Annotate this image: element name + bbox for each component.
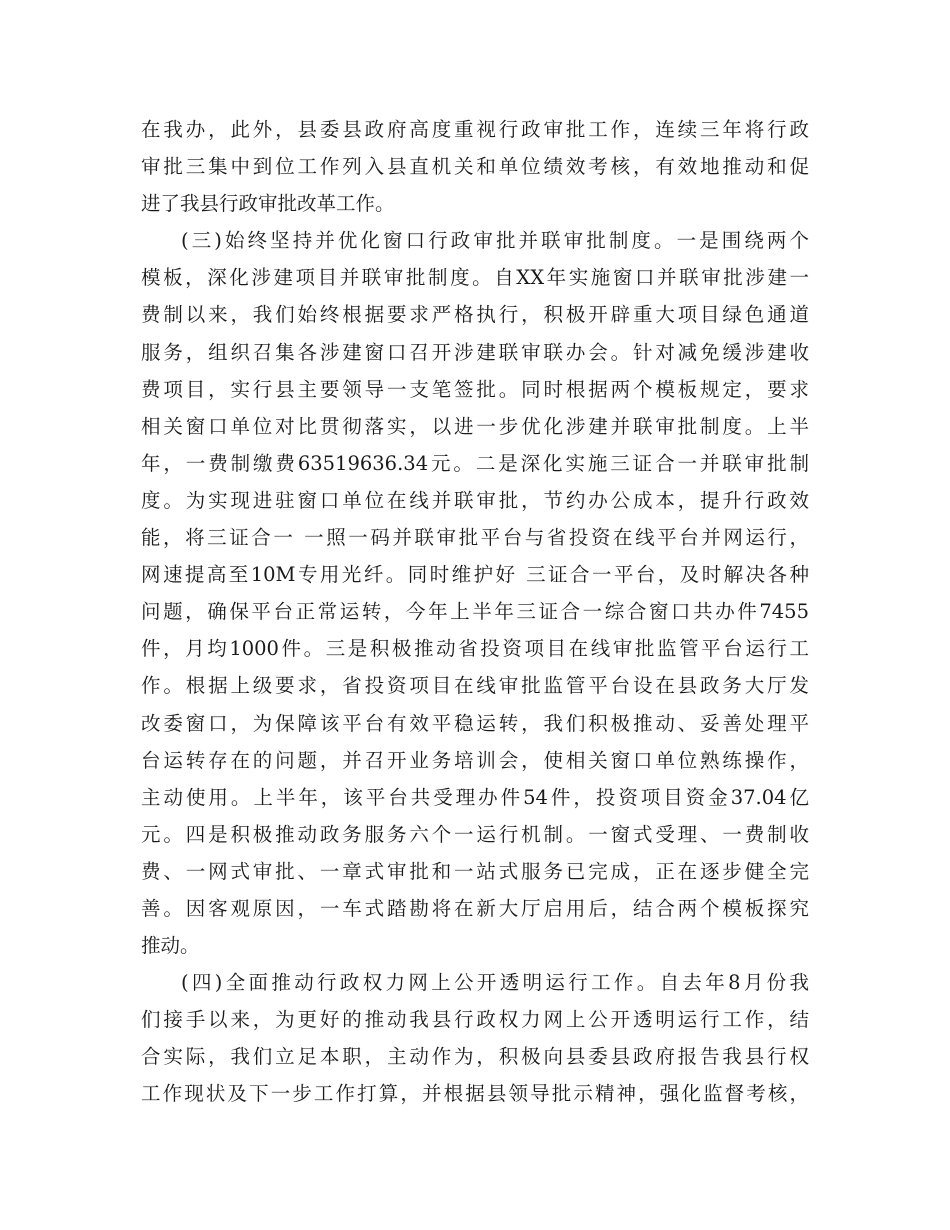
text-line: 费、一网式审批、一章式审批和一站式服务已完成，正在逐步健全完 xyxy=(141,859,809,883)
text-line: 相关窗口单位对比贯彻落实，以进一步优化涉建并联审批制度。上半 xyxy=(141,414,809,438)
text-line: 问题，确保平台正常运转，今年上半年三证合一综合窗口共办件7455 xyxy=(141,600,809,624)
text-line: 台运转存在的问题，并召开业务培训会，使相关窗口单位熟练操作， xyxy=(141,748,809,772)
text-line: 改委窗口，为保障该平台有效平稳运转，我们积极推动、妥善处理平 xyxy=(141,711,809,735)
text-line: 能，将三证合一 一照一码并联审批平台与省投资在线平台并网运行， xyxy=(141,526,809,550)
paragraph-1 xyxy=(141,111,809,222)
text-line: 件，月均1000件。三是积极推动省投资项目在线审批监管平台运行工 xyxy=(141,637,809,661)
text-line: 们接手以来，为更好的推动我县行政权力网上公开透明运行工作，结 xyxy=(141,1008,809,1032)
text-line: 进了我县行政审批改革工作。 xyxy=(141,192,395,216)
text-line: (三)始终坚持并优化窗口行政审批并联审批制度。一是围绕两个 xyxy=(181,229,809,253)
paragraph-2 xyxy=(141,222,809,964)
text-line: 在我办，此外，县委县政府高度重视行政审批工作，连续三年将行政 xyxy=(141,118,809,141)
text-line: 审批三集中到位工作列入县直机关和单位绩效考核，有效地推动和促 xyxy=(141,155,809,179)
text-line: 作。根据上级要求，省投资项目在线审批监管平台设在县政务大厅发 xyxy=(141,674,809,698)
text-line: 费制以来，我们始终根据要求严格执行，积极开辟重大项目绿色通道 xyxy=(141,303,809,327)
text-line: 度。为实现进驻窗口单位在线并联审批，节约办公成本，提升行政效 xyxy=(141,488,809,512)
text-line: 网速提高至10M专用光纤。同时维护好 三证合一平台，及时解决各种 xyxy=(141,563,809,587)
text-line: 推动。 xyxy=(141,934,200,958)
text-line: 主动使用。上半年，该平台共受理办件54件，投资项目资金37.04亿 xyxy=(141,785,809,809)
text-line: 年，一费制缴费63519636.34元。二是深化实施三证合一并联审批制 xyxy=(141,451,809,475)
text-line: 工作现状及下一步工作打算，并根据县领导批示精神，强化监督考核， xyxy=(141,1082,809,1106)
document-body xyxy=(141,111,809,1113)
text-line: (四)全面推动行政权力网上公开透明运行工作。自去年8月份我 xyxy=(181,971,809,995)
text-line: 合实际，我们立足本职，主动作为，积极向县委县政府报告我县行权 xyxy=(141,1045,809,1069)
text-line: 模板，深化涉建项目并联审批制度。自XX年实施窗口并联审批涉建一 xyxy=(141,266,809,290)
text-line: 费项目，实行县主要领导一支笔签批。同时根据两个模板规定，要求 xyxy=(141,377,809,401)
text-line: 善。因客观原因，一车式踏勘将在新大厅启用后，结合两个模板探究 xyxy=(141,896,809,920)
text-line: 元。四是积极推动政务服务六个一运行机制。一窗式受理、一费制收 xyxy=(141,822,809,846)
paragraph-3 xyxy=(141,964,809,1112)
text-line: 服务，组织召集各涉建窗口召开涉建联审联办会。针对减免缓涉建收 xyxy=(141,340,809,364)
